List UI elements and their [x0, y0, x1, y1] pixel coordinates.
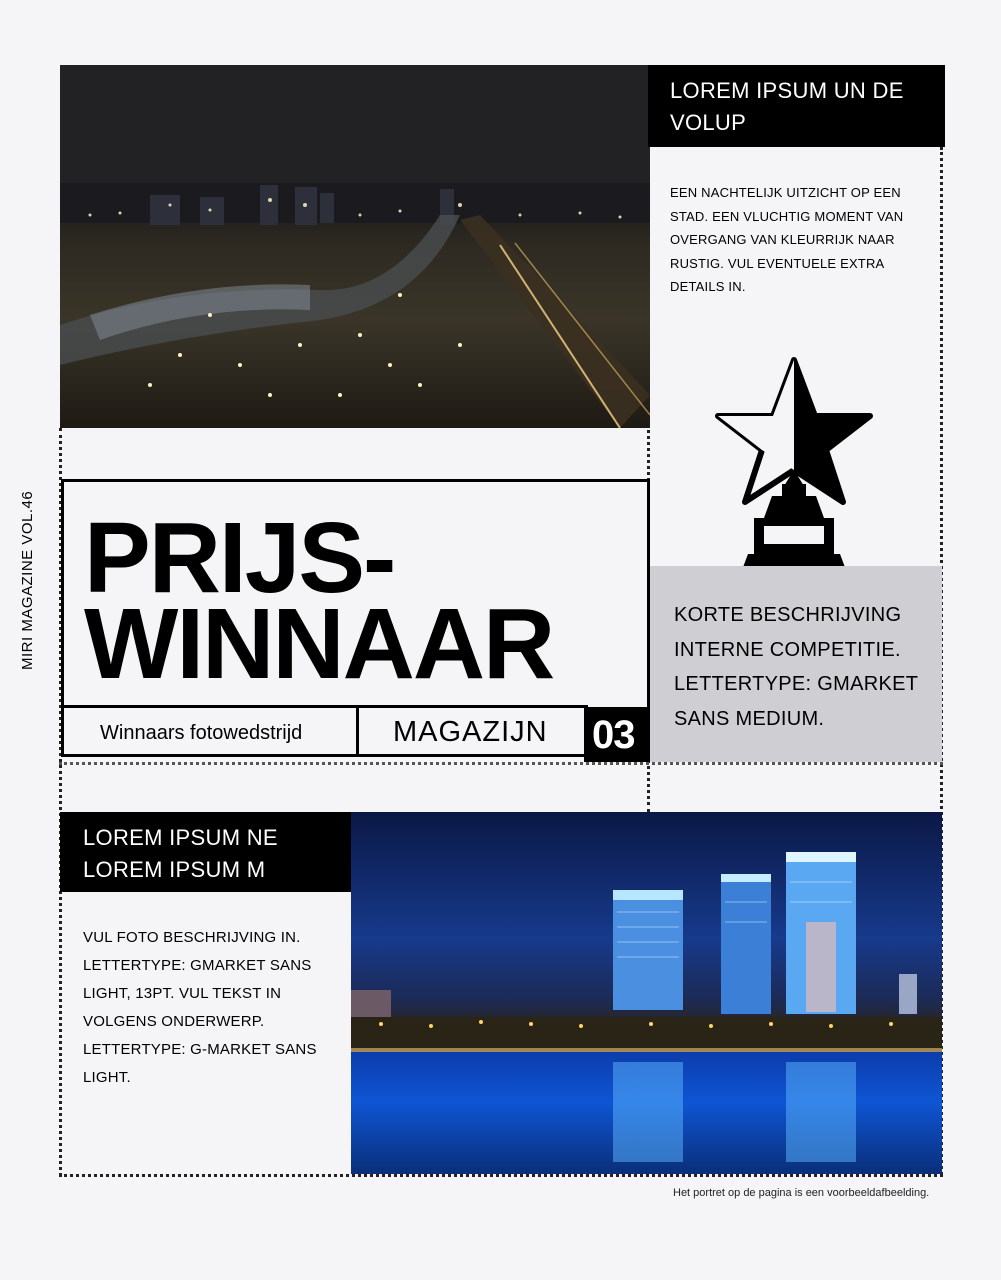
bottom-heading: LOREM IPSUM NE LOREM IPSUM M [83, 825, 278, 882]
side-label: MIRI MAGAZINE VOL.46 [19, 490, 36, 670]
night-city-illustration [60, 65, 650, 428]
star-trophy-icon [712, 354, 876, 574]
title-line-2: WINNAAR [84, 588, 554, 700]
bottom-description: VUL FOTO BESCHRIJVING IN. LETTERTYPE: GMARKET SANS LIGHT, 13PT. VUL TEKST IN VOLGENS ONDERWERP. LETTERTYPE: G-MARKET SANS LIGHT. [83, 929, 317, 1086]
subtitle-row [61, 705, 650, 760]
frame-dots-bottom [59, 1174, 943, 1177]
footer-note: Het portret op de pagina is een voorbeeldafbeelding. [673, 1187, 930, 1199]
night-city-photo [60, 65, 650, 428]
river-skyline-illustration [351, 812, 942, 1174]
subtitle-text: Winnaars fotowedstrijd [100, 722, 303, 744]
issue-number-box [584, 707, 650, 762]
top-heading: LOREM IPSUM UN DE VOLUP [670, 78, 904, 135]
magazine-label-cell [356, 705, 588, 757]
frame-dots-mid [59, 762, 943, 765]
issue-number: 03 [592, 713, 635, 757]
bottom-heading-block [60, 812, 354, 892]
competition-box [650, 566, 942, 762]
river-skyline-photo [351, 812, 942, 1174]
subtitle-cell [61, 705, 359, 757]
title-line-1: PRIJS- [84, 502, 395, 614]
top-heading-block [648, 65, 945, 147]
top-description: EEN NACHTELIJK UITZICHT OP EEN STAD. EEN VLUCHTIG MOMENT VAN OVERGANG VAN KLEURRIJK NAAR RUSTIG. VUL EVENTUELE EXTRA DETAILS IN. [670, 185, 904, 294]
competition-text: KORTE BESCHRIJVING INTERNE COMPETITIE. LETTERTYPE: GMARKET SANS MEDIUM. [674, 604, 918, 730]
title-box [61, 479, 650, 711]
magazine-label: MAGAZIJN [393, 716, 548, 748]
